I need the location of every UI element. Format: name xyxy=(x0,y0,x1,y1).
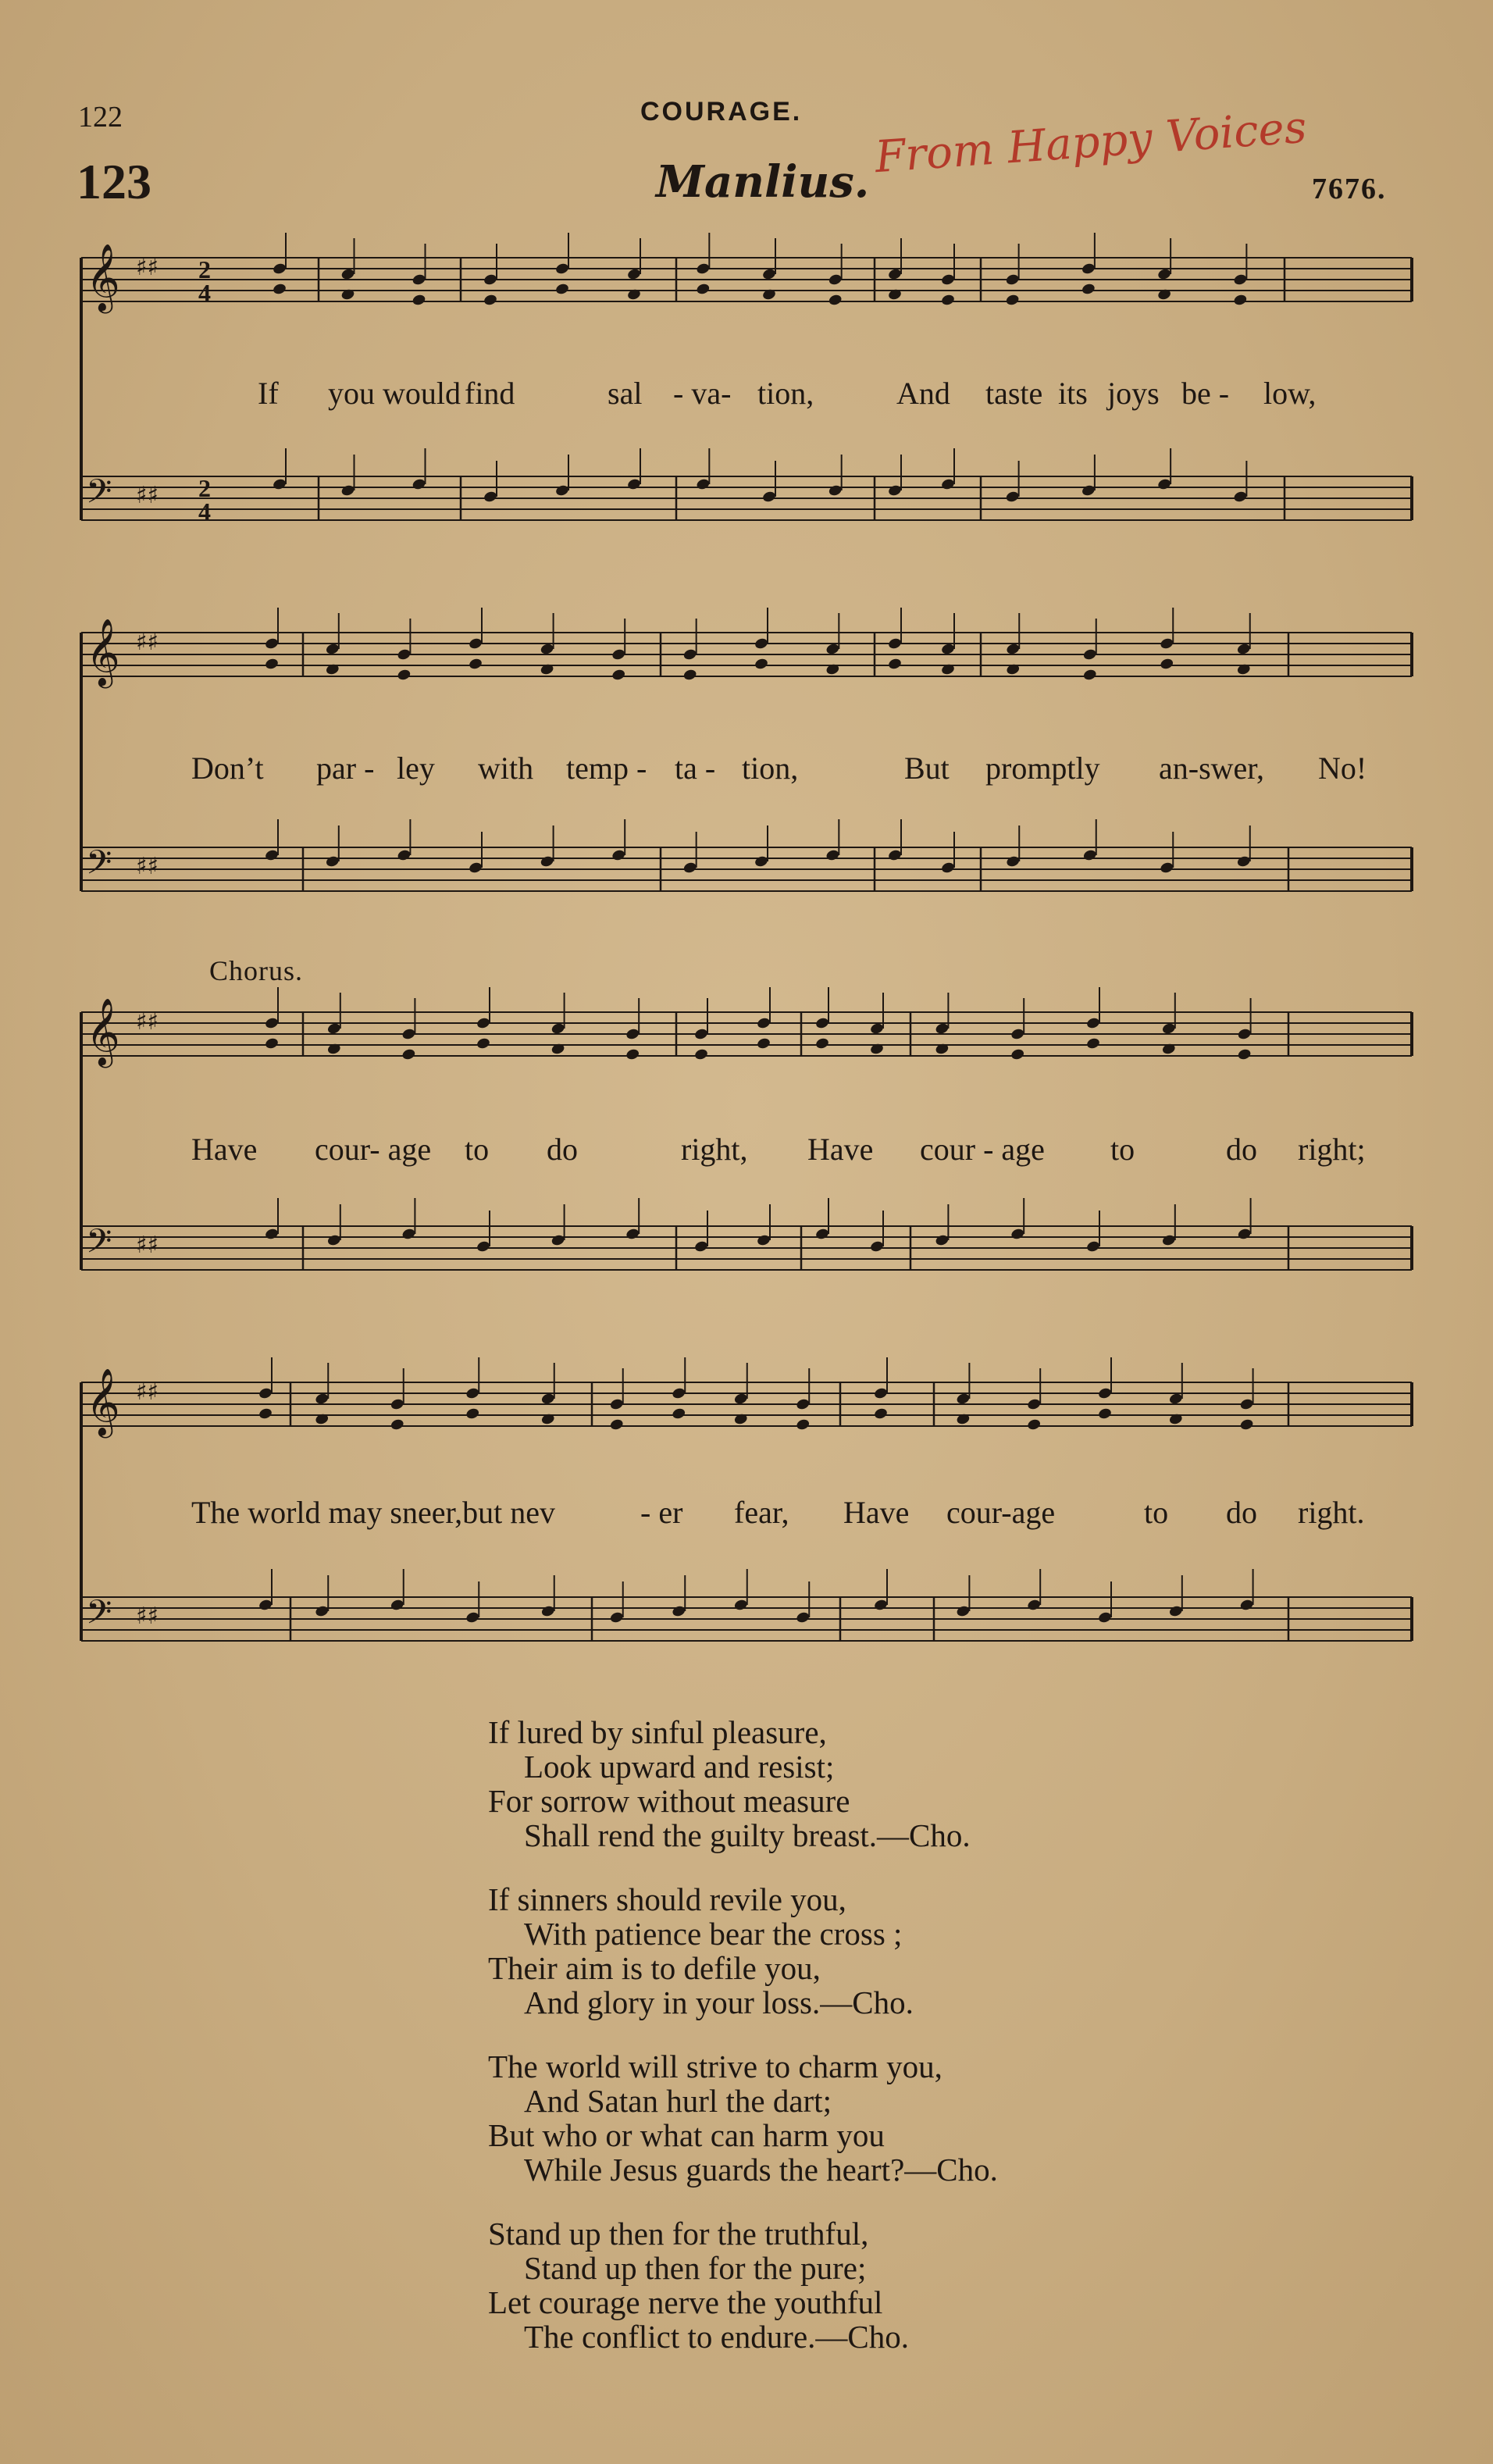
note-head xyxy=(264,1228,279,1241)
note-head xyxy=(1239,1398,1254,1411)
note-head xyxy=(483,294,497,307)
note-head xyxy=(1236,643,1251,656)
note-head xyxy=(761,268,776,281)
note-head xyxy=(625,1028,640,1041)
note-head xyxy=(1010,1028,1025,1041)
note-head xyxy=(814,1017,829,1030)
note-head xyxy=(465,1407,480,1421)
note-head xyxy=(1168,1392,1183,1406)
lyric-syllable: you would xyxy=(328,376,461,411)
note-head xyxy=(1097,1611,1112,1624)
lyric-syllable: do xyxy=(1226,1132,1257,1167)
note-head xyxy=(554,283,569,296)
verse-line: The world will strive to charm you, xyxy=(488,2049,942,2084)
note-head xyxy=(828,294,843,307)
note-head xyxy=(325,855,340,868)
note-head xyxy=(887,268,902,281)
note-head xyxy=(1005,490,1020,504)
key-signature-sharps: ♯♯ xyxy=(136,629,159,656)
verse-line: Shall rend the guilty breast.—Cho. xyxy=(524,1817,971,1853)
note-head xyxy=(887,637,902,651)
note-head xyxy=(940,861,955,875)
lyric-syllable: If xyxy=(258,376,279,411)
note-head xyxy=(696,478,711,491)
note-head xyxy=(397,849,412,862)
note-head xyxy=(483,490,497,504)
note-head xyxy=(264,1017,279,1030)
verse-line: Their aim is to defile you, xyxy=(488,1950,821,1986)
note-head xyxy=(554,262,569,276)
note-head xyxy=(1237,1028,1252,1041)
note-head xyxy=(796,1398,811,1411)
time-signature-top: 2 xyxy=(198,474,211,502)
note-head xyxy=(476,1037,490,1050)
key-signature-sharps: ♯♯ xyxy=(136,1378,159,1406)
lyric-syllable: joys xyxy=(1107,376,1160,411)
note-head xyxy=(272,283,287,296)
note-head xyxy=(1233,294,1248,307)
page-number: 122 xyxy=(78,101,123,134)
additional-verses xyxy=(488,1715,998,2384)
note-head xyxy=(626,268,641,281)
note-head xyxy=(1239,1418,1254,1432)
note-head xyxy=(761,490,776,504)
note-head xyxy=(825,643,840,656)
note-head xyxy=(1027,1398,1042,1411)
note-head xyxy=(609,1418,624,1432)
note-head xyxy=(1160,637,1174,651)
lyric-syllable: ley xyxy=(397,751,435,786)
bass-clef-icon: 𝄢 xyxy=(86,472,112,519)
lyric-syllable: But xyxy=(904,751,950,786)
lyric-syllable: Have xyxy=(191,1132,258,1167)
note-head xyxy=(483,273,497,287)
note-head xyxy=(1161,1234,1176,1247)
note-head xyxy=(465,1387,480,1400)
note-head xyxy=(609,1398,624,1411)
note-head xyxy=(340,268,355,281)
note-head xyxy=(625,1228,640,1241)
note-head xyxy=(401,1028,416,1041)
note-head xyxy=(873,1387,888,1400)
stanza-4 xyxy=(488,2049,998,2187)
note-head xyxy=(272,478,287,491)
note-head xyxy=(540,1605,555,1618)
note-head xyxy=(796,1418,811,1432)
note-head xyxy=(1081,283,1096,296)
note-head xyxy=(465,1611,480,1624)
verse-line: With patience bear the cross ; xyxy=(524,1916,903,1952)
note-head xyxy=(873,1407,888,1421)
section-title: COURAGE. xyxy=(640,97,803,127)
lyric-syllable: taste xyxy=(985,376,1043,411)
lyric-syllable: right. xyxy=(1298,1495,1365,1530)
note-head xyxy=(887,849,902,862)
note-head xyxy=(1237,1228,1252,1241)
note-head xyxy=(887,658,902,671)
time-signature-bottom: 4 xyxy=(198,497,211,526)
verse-line: Let courage nerve the youthful xyxy=(488,2284,883,2320)
note-head xyxy=(1085,1037,1100,1050)
note-head xyxy=(476,1017,490,1030)
note-head xyxy=(1006,855,1021,868)
note-head xyxy=(869,1240,884,1253)
lyric-syllable: sal xyxy=(608,376,643,411)
note-head xyxy=(1082,648,1097,661)
treble-clef-icon: 𝄞 xyxy=(86,619,120,686)
note-head xyxy=(412,478,426,491)
note-head xyxy=(540,1392,555,1406)
note-head xyxy=(390,1599,404,1612)
verse-line: Look upward and resist; xyxy=(524,1749,835,1785)
note-head xyxy=(401,1048,416,1061)
verse-line: If lured by sinful pleasure, xyxy=(488,1714,827,1750)
note-head xyxy=(397,648,412,661)
note-head xyxy=(1168,1605,1183,1618)
time-signature-top: 2 xyxy=(198,255,211,283)
note-head xyxy=(940,478,955,491)
note-head xyxy=(733,1392,748,1406)
note-head xyxy=(326,1234,341,1247)
lyric-syllable: do xyxy=(1226,1495,1257,1530)
note-head xyxy=(696,283,711,296)
key-signature-sharps: ♯♯ xyxy=(136,482,159,509)
lyric-syllable: right; xyxy=(1298,1132,1366,1167)
note-head xyxy=(611,669,626,682)
key-signature-sharps: ♯♯ xyxy=(136,1603,159,1630)
note-head xyxy=(869,1022,884,1036)
lyric-syllable: its xyxy=(1058,376,1088,411)
verse-line: And glory in your loss.—Cho. xyxy=(524,1984,914,2020)
note-head xyxy=(935,1234,950,1247)
note-head xyxy=(258,1407,273,1421)
verse-line: But who or what can harm you xyxy=(488,2117,885,2153)
note-head xyxy=(264,658,279,671)
note-head xyxy=(754,658,768,671)
lyric-syllable: cour-age xyxy=(946,1495,1056,1530)
note-head xyxy=(1236,855,1251,868)
stanza-5 xyxy=(488,2216,998,2354)
note-head xyxy=(756,1234,771,1247)
treble-clef-icon: 𝄞 xyxy=(86,1368,120,1435)
note-head xyxy=(756,1037,771,1050)
verse-line: Stand up then for the pure; xyxy=(524,2250,867,2286)
note-head xyxy=(672,1605,686,1618)
note-head xyxy=(828,273,843,287)
note-head xyxy=(940,643,955,656)
note-head xyxy=(756,1017,771,1030)
note-head xyxy=(554,484,569,497)
note-head xyxy=(940,294,955,307)
lyric-syllable: fear, xyxy=(734,1495,789,1530)
lyric-syllable: low, xyxy=(1263,376,1317,411)
note-head xyxy=(1005,273,1020,287)
lyric-syllable: be - xyxy=(1181,376,1230,411)
verse-line: And Satan hurl the dart; xyxy=(524,2083,832,2119)
note-head xyxy=(796,1611,811,1624)
lyric-syllable: tion, xyxy=(757,376,814,411)
note-head xyxy=(1239,1599,1254,1612)
lyric-syllable: No! xyxy=(1318,751,1367,786)
note-head xyxy=(476,1240,490,1253)
key-signature-sharps: ♯♯ xyxy=(136,1008,159,1036)
bass-clef-icon: 𝄢 xyxy=(86,1593,112,1640)
note-head xyxy=(1161,1022,1176,1036)
note-head xyxy=(272,262,287,276)
lyric-syllable: with xyxy=(478,751,534,786)
note-head xyxy=(1010,1048,1025,1061)
lyric-syllable: Have xyxy=(843,1495,910,1530)
handwritten-annotation: From Happy Voices xyxy=(873,102,1309,184)
note-head xyxy=(814,1228,829,1241)
lyric-syllable: to xyxy=(465,1132,490,1167)
note-head xyxy=(1237,1048,1252,1061)
bass-clef-icon: 𝄢 xyxy=(86,843,112,890)
lyric-syllable: an-swer, xyxy=(1159,751,1264,786)
treble-clef-icon: 𝄞 xyxy=(86,998,120,1065)
verse-line: The conflict to endure.—Cho. xyxy=(524,2319,910,2355)
note-head xyxy=(401,1228,416,1241)
note-head xyxy=(468,637,483,651)
note-head xyxy=(1085,1017,1100,1030)
note-head xyxy=(940,273,955,287)
note-head xyxy=(551,1022,565,1036)
note-head xyxy=(1081,262,1096,276)
note-head xyxy=(315,1392,330,1406)
note-head xyxy=(1160,658,1174,671)
lyric-syllable: Have xyxy=(807,1132,874,1167)
note-head xyxy=(540,855,554,868)
lyric-syllable: The world may sneer,but nev xyxy=(191,1495,556,1530)
lyric-syllable: - va- xyxy=(673,376,732,411)
note-head xyxy=(828,484,843,497)
verse-line: Stand up then for the truthful, xyxy=(488,2216,869,2252)
stanza-2 xyxy=(488,1715,998,1852)
note-head xyxy=(540,643,554,656)
bass-clef-icon: 𝄢 xyxy=(86,1222,112,1269)
note-head xyxy=(1157,478,1172,491)
verse-line: While Jesus guards the heart?—Cho. xyxy=(524,2152,998,2188)
note-head xyxy=(412,294,426,307)
note-head xyxy=(258,1599,273,1612)
note-head xyxy=(1006,643,1021,656)
note-head xyxy=(264,1037,279,1050)
stanza-3 xyxy=(488,1882,998,2020)
note-head xyxy=(264,637,279,651)
lyric-syllable: tion, xyxy=(742,751,799,786)
verse-line: If sinners should revile you, xyxy=(488,1881,846,1917)
note-head xyxy=(1027,1418,1042,1432)
lyric-syllable: cour - age xyxy=(920,1132,1045,1167)
note-head xyxy=(1082,849,1097,862)
verse-line: For sorrow without measure xyxy=(488,1783,850,1819)
note-head xyxy=(956,1392,971,1406)
note-head xyxy=(873,1599,888,1612)
note-head xyxy=(693,1048,708,1061)
note-head xyxy=(397,669,412,682)
lyric-syllable: promptly xyxy=(985,751,1100,786)
note-head xyxy=(672,1387,686,1400)
note-head xyxy=(1085,1240,1100,1253)
note-head xyxy=(551,1234,565,1247)
note-head xyxy=(696,262,711,276)
note-head xyxy=(1097,1387,1112,1400)
lyric-syllable: And xyxy=(896,376,950,411)
key-signature-sharps: ♯♯ xyxy=(136,1232,159,1259)
note-head xyxy=(935,1022,950,1036)
lyric-syllable: - er xyxy=(640,1495,683,1530)
lyric-syllable: temp - xyxy=(566,751,647,786)
lyric-syllable: to xyxy=(1110,1132,1135,1167)
note-head xyxy=(340,484,355,497)
meter: 7676. xyxy=(1312,173,1387,205)
note-head xyxy=(412,273,426,287)
note-head xyxy=(682,648,697,661)
note-head xyxy=(682,861,697,875)
note-head xyxy=(1157,268,1172,281)
note-head xyxy=(1233,273,1248,287)
key-signature-sharps: ♯♯ xyxy=(136,853,159,880)
time-signature-bottom: 4 xyxy=(198,279,211,307)
note-head xyxy=(693,1240,708,1253)
note-head xyxy=(625,1048,640,1061)
lyric-syllable: do xyxy=(547,1132,578,1167)
lyric-syllable: to xyxy=(1144,1495,1169,1530)
hymn-number: 123 xyxy=(77,154,151,209)
note-head xyxy=(626,478,641,491)
note-head xyxy=(733,1599,748,1612)
treble-clef-icon: 𝄞 xyxy=(86,244,120,311)
note-head xyxy=(315,1605,330,1618)
note-head xyxy=(468,861,483,875)
note-head xyxy=(258,1387,273,1400)
note-head xyxy=(390,1418,404,1432)
note-head xyxy=(609,1611,624,1624)
note-head xyxy=(682,669,697,682)
note-head xyxy=(956,1605,971,1618)
note-head xyxy=(672,1407,686,1421)
lyric-syllable: cour- age xyxy=(315,1132,432,1167)
lyric-syllable: find xyxy=(465,376,515,411)
chorus-label: Chorus. xyxy=(209,955,304,986)
note-head xyxy=(325,643,340,656)
note-head xyxy=(264,849,279,862)
note-head xyxy=(887,484,902,497)
key-signature-sharps: ♯♯ xyxy=(136,254,159,281)
note-head xyxy=(611,648,626,661)
note-head xyxy=(1097,1407,1112,1421)
note-head xyxy=(1081,484,1096,497)
note-head xyxy=(390,1398,404,1411)
note-head xyxy=(326,1022,341,1036)
note-head xyxy=(1082,669,1097,682)
note-head xyxy=(611,849,626,862)
note-head xyxy=(754,855,768,868)
note-head xyxy=(1233,490,1248,504)
lyric-syllable: par - xyxy=(316,751,375,786)
lyric-syllable: right, xyxy=(681,1132,748,1167)
note-head xyxy=(1160,861,1174,875)
note-head xyxy=(1005,294,1020,307)
tune-name: Manlius. xyxy=(656,156,870,208)
note-head xyxy=(1027,1599,1042,1612)
lyric-syllable: ta - xyxy=(675,751,716,786)
note-head xyxy=(825,849,840,862)
note-head xyxy=(1010,1228,1025,1241)
note-head xyxy=(814,1037,829,1050)
lyric-syllable: Don’t xyxy=(191,751,264,786)
note-head xyxy=(468,658,483,671)
note-head xyxy=(693,1028,708,1041)
note-head xyxy=(754,637,768,651)
